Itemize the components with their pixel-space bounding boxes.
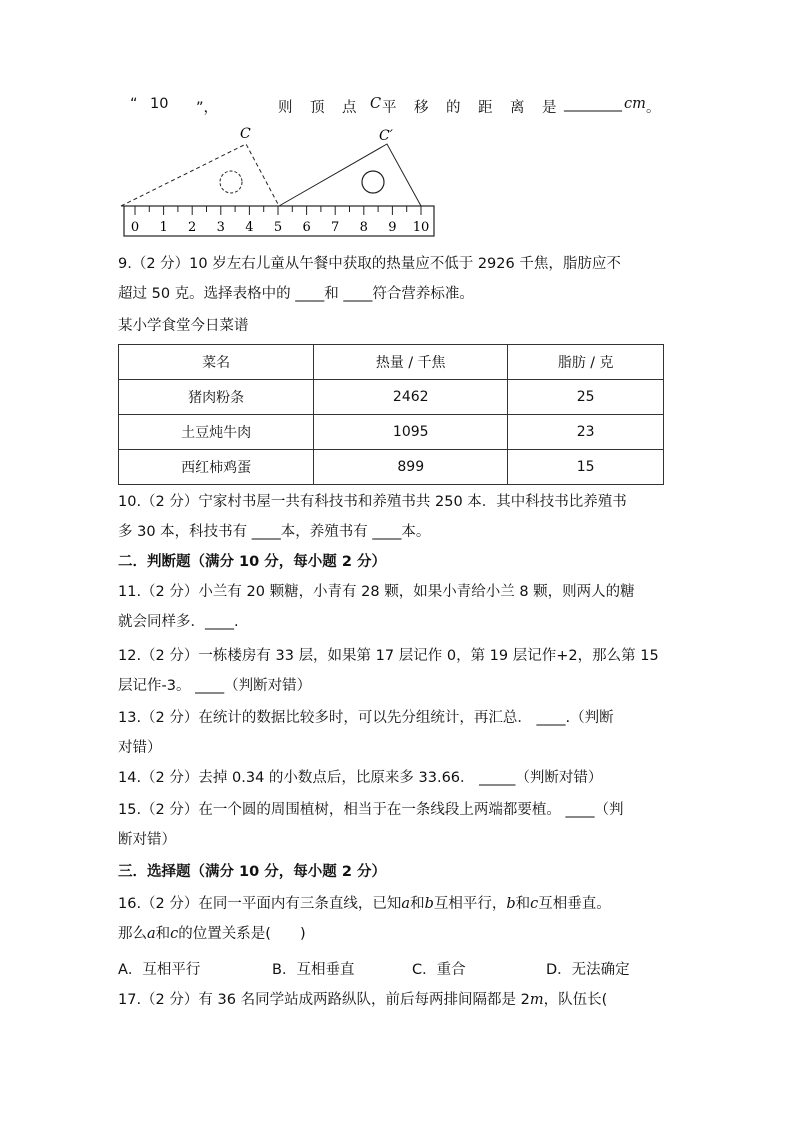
translated-circle: [362, 171, 384, 193]
var-b: b: [506, 896, 516, 912]
q17-end: ，队伍长(: [543, 992, 608, 1008]
section-3-title: 三．选择题（满分 10 分，每小题 2 分）: [118, 864, 386, 880]
var-c: c: [170, 926, 179, 942]
q16-mid: 互相平行，: [433, 896, 507, 912]
header-fat: 脂肪 / 克: [508, 345, 664, 380]
answer-blank[interactable]: ________: [564, 96, 622, 112]
ruler-tick-label: 3: [216, 220, 225, 235]
q16-prefix: 16.（2 分）在同一平面内有三条直线，已知: [118, 896, 402, 912]
q10-line1: 10.（2 分）宁家村书屋一共有科技书和养殖书共 250 本．其中科技书比养殖书: [118, 494, 627, 510]
cell-dish: 西红柿鸡蛋: [119, 450, 314, 485]
ruler-tick-label: 1: [159, 220, 168, 235]
conj: 和: [155, 926, 171, 942]
table-header-row: [119, 345, 664, 380]
q8-tail-line: [118, 96, 698, 118]
conj: 和: [410, 896, 425, 912]
text-char: 是: [542, 100, 557, 116]
menu-table: [118, 344, 664, 485]
q12-line1: 12.（2 分）一栋楼房有 33 层，如果第 17 层记作 0，第 19 层记作+2，那么第 15: [118, 648, 659, 664]
text-char: 点: [342, 100, 357, 116]
text-char: 离: [510, 100, 525, 116]
table-row: [119, 380, 664, 415]
ruler-figure: [115, 124, 445, 242]
q17-line1: [118, 990, 607, 1010]
ruler-tick-label: 0: [130, 220, 140, 235]
shift-number: 10: [150, 96, 169, 112]
q13-line2: 对错）: [118, 740, 162, 756]
q16-line2-prefix: 那么: [118, 926, 147, 942]
ruler-tick-label: 2: [188, 220, 197, 235]
option-c[interactable]: C．重合: [412, 962, 466, 978]
ruler-tick-label: 4: [245, 220, 254, 235]
section-2-title: 二．判断题（满分 10 分，每小题 2 分）: [118, 554, 386, 570]
q16-end: 互相垂直。: [538, 896, 611, 912]
header-calories: 热量 / 千焦: [314, 345, 508, 380]
cell-calories: 2462: [314, 380, 508, 415]
vertex-c-label: C: [240, 126, 251, 142]
q16-line2-end: 的位置关系是( ): [178, 926, 306, 942]
cell-dish: 猪肉粉条: [119, 380, 314, 415]
ruler-tick-label: 6: [302, 220, 311, 235]
text-char: 则: [278, 100, 293, 116]
q11-line2: 就会同样多．____.: [118, 614, 239, 630]
q13-line1: 13.（2 分）在统计的数据比较多时，可以先分组统计，再汇总． ____.（判断: [118, 710, 614, 726]
q11-line1: 11.（2 分）小兰有 20 颗糖，小青有 28 颗，如果小青给小兰 8 颗，则两人的糖: [118, 584, 635, 600]
cell-fat: 25: [508, 380, 664, 415]
unit-m: m: [529, 992, 544, 1008]
option-b[interactable]: B．互相垂直: [272, 962, 355, 978]
var-c: c: [530, 896, 539, 912]
q15-line1: 15.（2 分）在一个圆的周围植树，相当于在一条线段上两端都要植。 ____（判: [118, 802, 624, 818]
conj: 和: [515, 896, 531, 912]
vertex-c-prime-label: C′: [379, 128, 393, 144]
cell-calories: 899: [314, 450, 508, 485]
translated-triangle: [279, 144, 421, 206]
text-char: 的: [446, 100, 461, 116]
close-quote: ”，: [196, 100, 219, 116]
q12-line2: 层记作-3。 ____（判断对错）: [118, 678, 312, 694]
table-row: [119, 450, 664, 485]
cell-dish: 土豆炖牛肉: [119, 415, 314, 450]
ruler-tick-label: 5: [273, 220, 283, 235]
option-a[interactable]: A．互相平行: [118, 962, 201, 978]
text-char: 距: [478, 100, 493, 116]
ruler-tick-label: 10: [412, 220, 430, 235]
text-char: 移: [414, 100, 429, 116]
q10-line2: 多 30 本，科技书有 ____本，养殖书有 ____本。: [118, 524, 431, 540]
q9-line1: 9.（2 分）10 岁左右儿童从午餐中获取的热量应不低于 2926 千焦，脂肪应不: [118, 256, 621, 272]
q16-options: [118, 958, 678, 978]
table-row: [119, 415, 664, 450]
cell-calories: 1095: [314, 415, 508, 450]
end-mark: 。: [646, 100, 661, 116]
q14-line1: 14.（2 分）去掉 0.34 的小数点后，比原来多 33.66． _____（判断对错）: [118, 770, 603, 786]
ruler-tick-label: 9: [388, 220, 397, 235]
header-dish: 菜名: [119, 345, 314, 380]
cell-fat: 23: [508, 415, 664, 450]
unit-label: cm: [624, 96, 646, 112]
text-char: 顶: [310, 100, 325, 116]
q15-line2: 断对错）: [118, 832, 176, 848]
q16-line2: [118, 924, 306, 944]
ruler-tick-label: 7: [331, 220, 340, 235]
original-circle: [220, 171, 242, 193]
var-a: a: [147, 926, 156, 942]
q16-line1: [118, 894, 611, 914]
open-quote: “: [130, 96, 138, 112]
text-char: 平: [382, 100, 397, 116]
menu-table-title: 某小学食堂今日菜谱: [118, 318, 249, 334]
var-a: a: [401, 896, 411, 912]
option-d[interactable]: D．无法确定: [546, 962, 630, 978]
cell-fat: 15: [508, 450, 664, 485]
q9-line2: 超过 50 克。选择表格中的 ____和 ____符合营养标准。: [118, 286, 474, 302]
vertex-label: C: [370, 96, 382, 112]
q17-prefix: 17.（2 分）有 36 名同学站成两路纵队，前后每两排间隔都是 2: [118, 992, 530, 1008]
ruler-tick-label: 8: [359, 220, 368, 235]
var-b: b: [424, 896, 434, 912]
original-triangle: [121, 144, 279, 206]
